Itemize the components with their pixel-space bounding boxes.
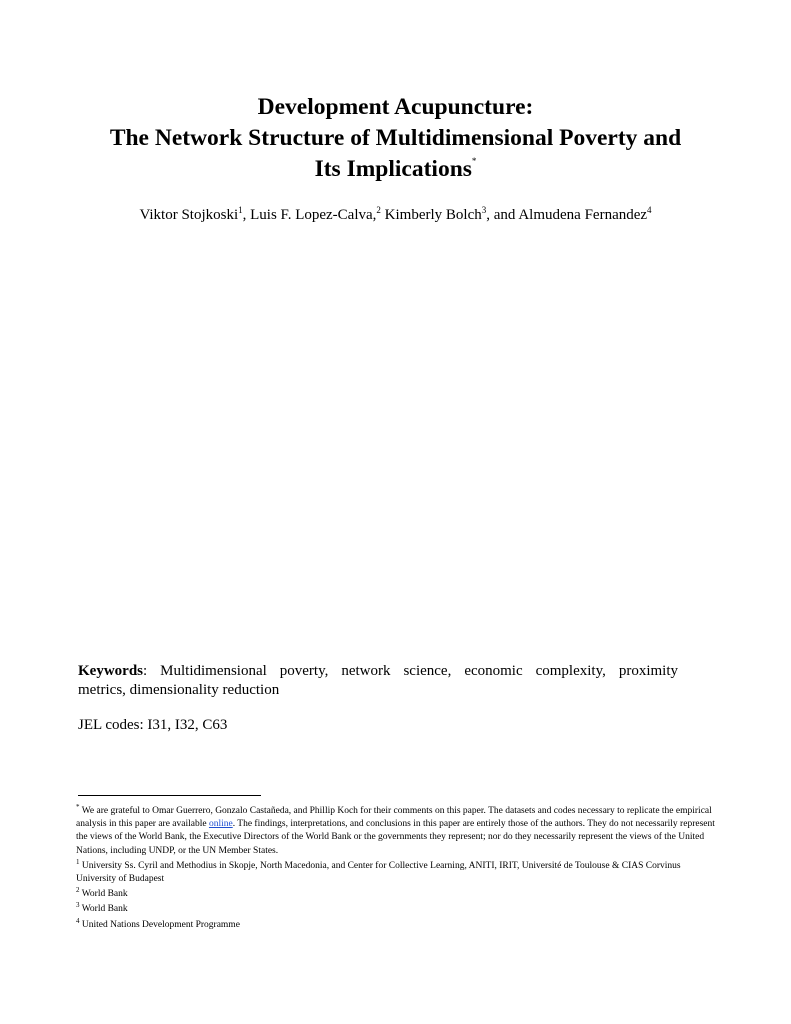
footnote-mark: * <box>76 803 80 811</box>
footnote-text: University Ss. Cyril and Methodius in Skopje, North Macedonia, and Center for Collective Learning, ANITI, IRIT, Université de Toulouse & CIAS Corvinus University of Budapest <box>76 860 681 885</box>
author-name: Almudena Fernandez <box>518 207 648 223</box>
footnote-acknowledgement <box>76 805 716 858</box>
author-name: Kimberly Bolch <box>384 207 482 223</box>
title-line-1: Development Acupuncture: <box>257 94 534 120</box>
author-separator: , and <box>486 207 519 223</box>
author-affiliation-mark: 1 <box>238 205 243 215</box>
footnote-mark: 1 <box>76 857 80 866</box>
title-line-2: The Network Structure of Multidimensional Poverty and <box>109 125 682 151</box>
author-name: Luis F. Lopez-Calva, <box>250 207 377 223</box>
title-line-3-text: Its Implications <box>314 156 472 182</box>
keywords-text-2: metrics, dimensionality reduction <box>78 682 280 698</box>
keywords-label: Keywords <box>78 663 143 679</box>
title-footnote-mark: * <box>471 156 477 166</box>
footnote-affiliation-3 <box>76 903 716 916</box>
footnote-text: United Nations Development Programme <box>79 919 240 930</box>
footnote-mark: 4 <box>76 916 80 925</box>
keywords-line-1 <box>78 662 678 681</box>
title-line-3 <box>0 154 791 185</box>
keywords-colon: : <box>143 663 148 679</box>
author-name: Viktor Stojkoski <box>139 207 239 223</box>
author-separator: , <box>242 207 251 223</box>
footnote-text: World Bank <box>79 889 128 900</box>
footnote-text: We are grateful to Omar Guerrero, Gonzalo Castañeda, and Phillip Koch for their comments on this paper. The datasets and codes necessary to replicate the empirical analysis in this paper are available <box>76 806 712 830</box>
keywords-text-1: Multidimensional poverty, network science, economic complexity, proximity <box>147 663 678 679</box>
author-affiliation-mark: 4 <box>647 205 652 215</box>
footnote-affiliation-1 <box>76 857 716 886</box>
footnote-affiliation-2 <box>76 888 716 901</box>
author-affiliation-mark: 3 <box>481 205 487 215</box>
author-affiliation-mark: 2 <box>376 205 381 215</box>
paper-title <box>0 92 791 185</box>
footnote-divider <box>78 795 261 796</box>
footnote-text: . The findings, interpretations, and conclusions in this paper are entirely those of the authors. They do not necessarily represent the views of the World Bank, the Executive Directors of the World Bank or the governments they represent; nor do they necessarily represent the views of the United Nations, including UNDP, or the UN Member States. <box>76 819 715 856</box>
footnote-affiliation-4 <box>76 916 716 932</box>
online-link[interactable]: online <box>208 819 233 830</box>
footnote-mark: 3 <box>76 901 80 910</box>
footnote-text: World Bank <box>79 904 128 915</box>
footnote-mark: 2 <box>76 886 80 895</box>
author-list <box>0 205 791 225</box>
footnotes <box>76 805 716 934</box>
keywords-section <box>78 662 678 700</box>
jel-codes: JEL codes: I31, I32, C63 <box>78 717 228 733</box>
